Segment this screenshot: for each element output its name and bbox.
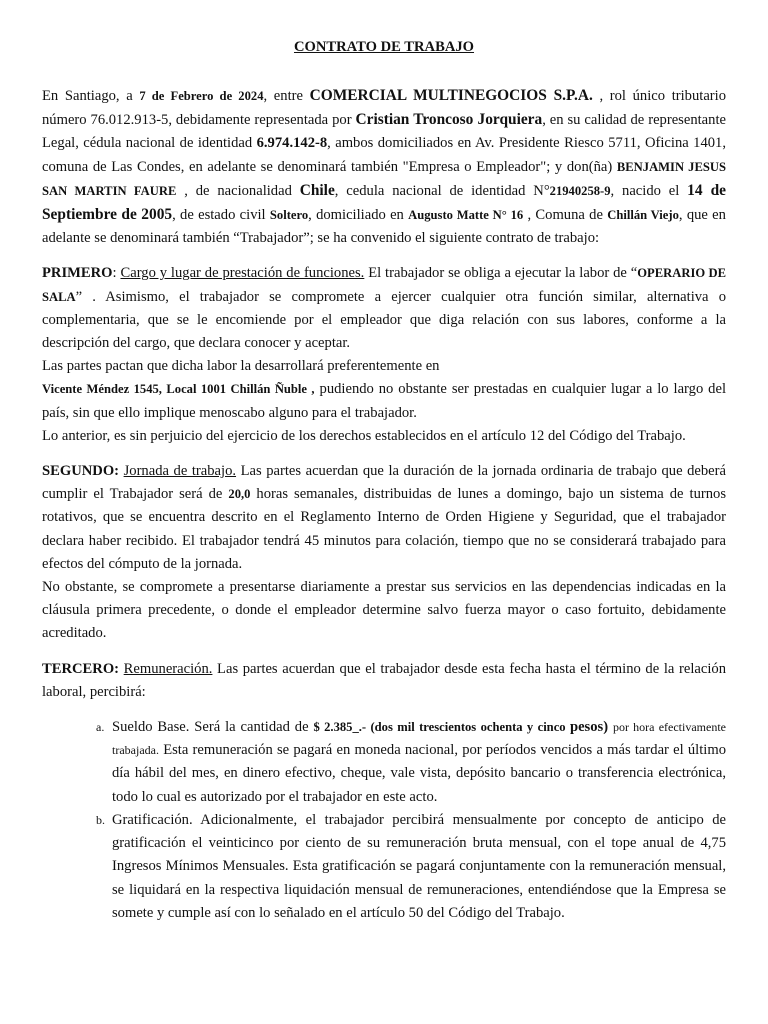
- intro-text: , de nacionalidad: [176, 182, 300, 199]
- contract-date: 7 de Febrero de 2024: [139, 89, 264, 103]
- clause-text: pudiendo no obstante ser prestadas en cualquier lugar a lo largo del país, sin que ello implique menoscabo alguno para el trabajador.: [42, 381, 726, 421]
- weekly-hours: 20,0: [228, 487, 251, 502]
- clause-primero-line: [42, 425, 726, 448]
- list-item-text: ): [603, 719, 613, 736]
- intro-text: , nacido el: [610, 182, 688, 199]
- worker-address: Augusto Matte N° 16: [408, 208, 524, 223]
- clause-segundo-line: [42, 576, 726, 646]
- clause-text: horas semanales, distribuidas de lunes a domingo, bajo un sistema de turnos rotativos, que se encuentra descrito en el Reglamento Interno de Orden Higiene y Seguridad, que el trabajador declara haber recibido. El trabajador tendrá 45 minutos para colación, tiempo que no se considerará trabajado para efectos del cómputo de la jornada.: [42, 486, 727, 572]
- intro-text: , cedula nacional de identidad N°: [334, 182, 550, 199]
- clause-text: ” . Asimismo, el trabajador se compromete a ejercer cualquier otra función similar, alternativa o complementaria, que se le encomiende por el empleador que diga relación con sus labores, conforme a la descripción del cargo, que declara conocer y aceptar.: [42, 288, 726, 352]
- intro-text: , en su calidad de representante Legal, cédula nacional de identidad: [42, 112, 726, 152]
- intro-text: , ambos domiciliados en Av. Presidente Riesco 5711, Oficina 1401, comuna de Las Condes, en adelante se denominará también "Empresa o Empleador"; y don(ña): [42, 135, 726, 175]
- representative-id: 6.974.142-8: [256, 135, 328, 152]
- intro-text: , de estado civil: [172, 207, 270, 224]
- salary-unit: por hora efectivamente trabajada.: [112, 720, 726, 758]
- intro-paragraph: [42, 84, 726, 250]
- intro-text: , que en adelante se denominará también “Trabajador”; se ha convenido el siguiente contrato de trabajo:: [42, 207, 726, 247]
- document-title: CONTRATO DE TRABAJO: [293, 39, 475, 55]
- work-location: Vicente Méndez 1545, Local 1001 Chillán Ñuble ,: [42, 382, 315, 397]
- worker-birthdate: 14 de Septiembre de 2005: [42, 181, 726, 224]
- list-item-text: Gratificación. Adicionalmente, el trabajador percibirá mensualmente por concepto de anticipo de gratificación el veinticinco por ciento de su remuneración bruta mensual, con el tope anual de 4,75 Ingresos Mínimos Mensuales. Esta gratificación se pagará conjuntamente con la remuneración mensual, se liquidará en la respectiva liquidación mensual de remuneraciones, entendiéndose que la Empresa se somete y cumple así con lo señalado en el artículo 50 del Código del Trabajo.: [112, 811, 726, 921]
- clause-primero: [42, 262, 726, 355]
- clause-heading: Remuneración.: [123, 660, 213, 677]
- clause-primero-location: [42, 378, 726, 424]
- worker-nationality: Chile: [299, 181, 335, 199]
- intro-text: , domiciliado en: [308, 207, 409, 224]
- clause-text: El trabajador se obliga a ejecutar la labor de “: [364, 265, 638, 282]
- worker-id: 21940258-9: [549, 183, 611, 198]
- intro-text: En Santiago, a: [42, 88, 140, 104]
- clause-label: PRIMERO: [42, 265, 113, 282]
- intro-text: , Comuna de: [523, 207, 608, 224]
- worker-commune: Chillán Viejo: [607, 208, 679, 223]
- job-title: OPERARIO DE SALA: [42, 266, 727, 304]
- clause-text: No obstante, se compromete a presentarse diariamente a prestar sus servicios en las dependencias indicadas en la cláusula primera precedente, o donde el empleador determine salvo fuerza mayor o caso fortuito, debidamente acreditado.: [42, 579, 726, 642]
- worker-name: BENJAMIN JESUS SAN MARTIN FAURE: [42, 159, 726, 198]
- clause-tercero: [42, 658, 726, 704]
- intro-text: , entre: [263, 88, 310, 104]
- clause-primero-line: [42, 355, 726, 378]
- remuneration-list: [42, 716, 726, 925]
- representative-name: Cristian Troncoso Jorquiera: [355, 111, 543, 129]
- intro-text: , rol único tributario número 76.012.913-5, debidamente representada por: [42, 88, 727, 129]
- list-marker: a.: [96, 720, 105, 735]
- company-name: COMERCIAL MULTINEGOCIOS S.P.A.: [309, 87, 593, 104]
- salary-amount: $ 2.385_.- (dos mil trescientos ochenta y cinco: [313, 720, 570, 735]
- clause-label: SEGUNDO:: [42, 463, 120, 480]
- list-item-text: Esta remuneración se pagará en moneda nacional, por períodos vencidos a más tardar el último día hábil del mes, en dinero efectivo, cheque, vale vista, depósito bancario o transferencia electrónica, todo lo cual es autorizado por el trabajador en este acto.: [112, 742, 726, 805]
- list-item: [96, 716, 726, 809]
- clause-text: Las partes acuerdan que el trabajador desde esta fecha hasta el término de la relación laboral, percibirá:: [42, 660, 726, 700]
- clause-text: Las partes pactan que dicha labor la desarrollará preferentemente en: [42, 358, 440, 375]
- salary-currency: pesos: [569, 719, 604, 736]
- clause-segundo: [42, 460, 726, 576]
- clause-text: :: [112, 265, 121, 282]
- list-marker: b.: [96, 812, 105, 827]
- list-item-text: Sueldo Base. Será la cantidad de: [112, 719, 314, 736]
- worker-marital-status: Soltero: [269, 208, 309, 223]
- clause-text: Lo anterior, es sin perjuicio del ejercicio de los derechos establecidos en el artículo 12 del Código del Trabajo.: [42, 427, 686, 444]
- clause-heading: Cargo y lugar de prestación de funciones.: [120, 265, 365, 282]
- clause-heading: Jornada de trabajo.: [123, 463, 237, 480]
- list-item: [96, 809, 726, 925]
- clause-label: TERCERO:: [42, 660, 120, 677]
- clause-text: Las partes acuerdan que la duración de la jornada ordinaria de trabajo que deberá cumplir el Trabajador será de: [42, 463, 726, 503]
